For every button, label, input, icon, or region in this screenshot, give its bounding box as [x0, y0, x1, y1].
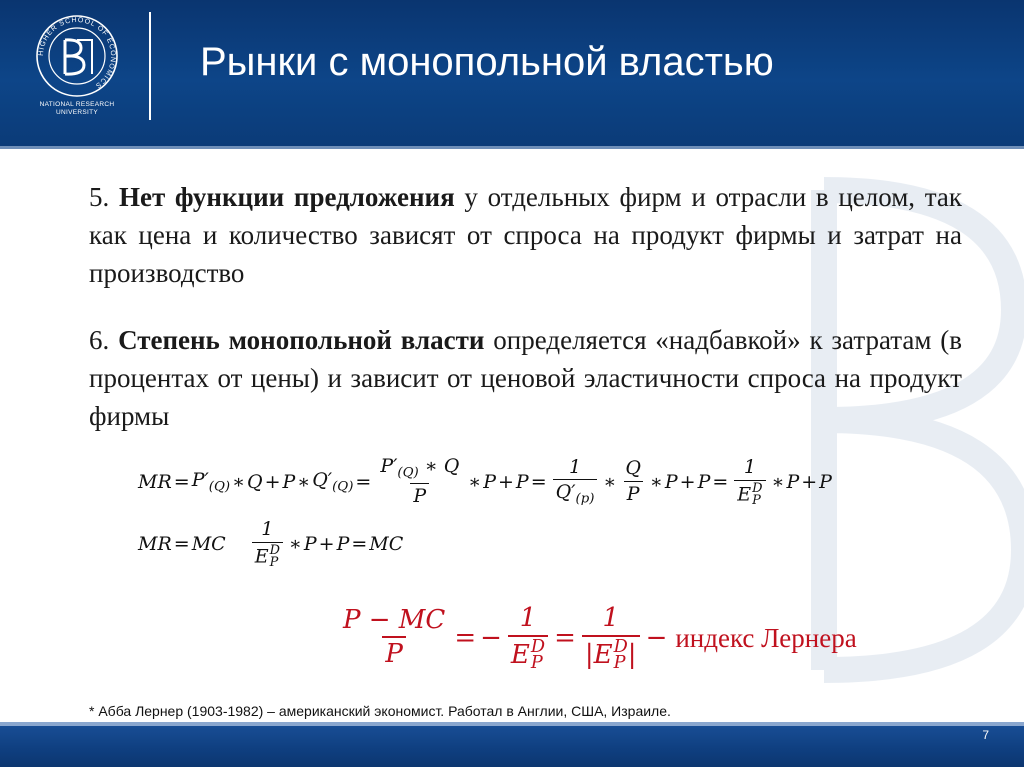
point-5-paragraph — [89, 178, 962, 292]
point-6-text: определяется «надбавкой» к затратам (в процентах от цены) и зависит от ценовой эластичности спроса на продукт фирмы — [89, 325, 962, 431]
formula-mr-derivation: MR = $P'_{(Q)}$ ∗ Q + P ∗ $Q'_{(Q)}$ = $\frac{P'_{(Q)} ∗ Q}{P}$ ∗ P + P = $\frac{1}{Q'_{(p)}}$ ∗ $\frac{Q}{P}$ ∗ P + P = 1 E D P ∗ P + P — [138, 454, 832, 508]
point-5-number: 5. — [89, 182, 119, 212]
logo-caption — [20, 101, 134, 117]
point-5-text: у отдельных фирм и отрасли в целом, так как цена и количество зависят от спроса на продукт фирмы и затрат на производство — [89, 182, 962, 288]
header-divider-line — [0, 146, 1024, 149]
formula-lerner-index: $\frac{P - MC}{P}$ = − 1 E D P = 1 |E D P | − индекс Лернера — [343, 602, 857, 674]
point-6-bold: Степень монопольной власти — [118, 325, 485, 355]
point-6-paragraph — [89, 321, 962, 435]
footer-strip — [0, 722, 1024, 726]
page-title: Рынки с монопольной властью — [200, 40, 774, 84]
lerner-index-label: индекс Лернера — [675, 622, 857, 653]
logo-ring-text: HIGHER SCHOOL OF ECONOMICS — [37, 16, 117, 90]
formula-mr-equals-mc: MR = MC 1 E D P ∗ P + P = MC — [138, 517, 404, 570]
logo-caption-line2: UNIVERSITY — [55, 109, 98, 116]
header-vertical-divider — [149, 12, 151, 120]
point-6-number: 6. — [89, 325, 119, 355]
footer-bar — [0, 722, 1024, 767]
point-5-bold: Нет функции предложения — [118, 182, 455, 212]
page-number: 7 — [982, 728, 989, 742]
footnote: * Абба Лернер (1903-1982) – американский экономист. Работал в Англии, США, Израиле. — [89, 703, 671, 719]
logo-caption-line1: NATIONAL RESEARCH — [39, 101, 115, 108]
